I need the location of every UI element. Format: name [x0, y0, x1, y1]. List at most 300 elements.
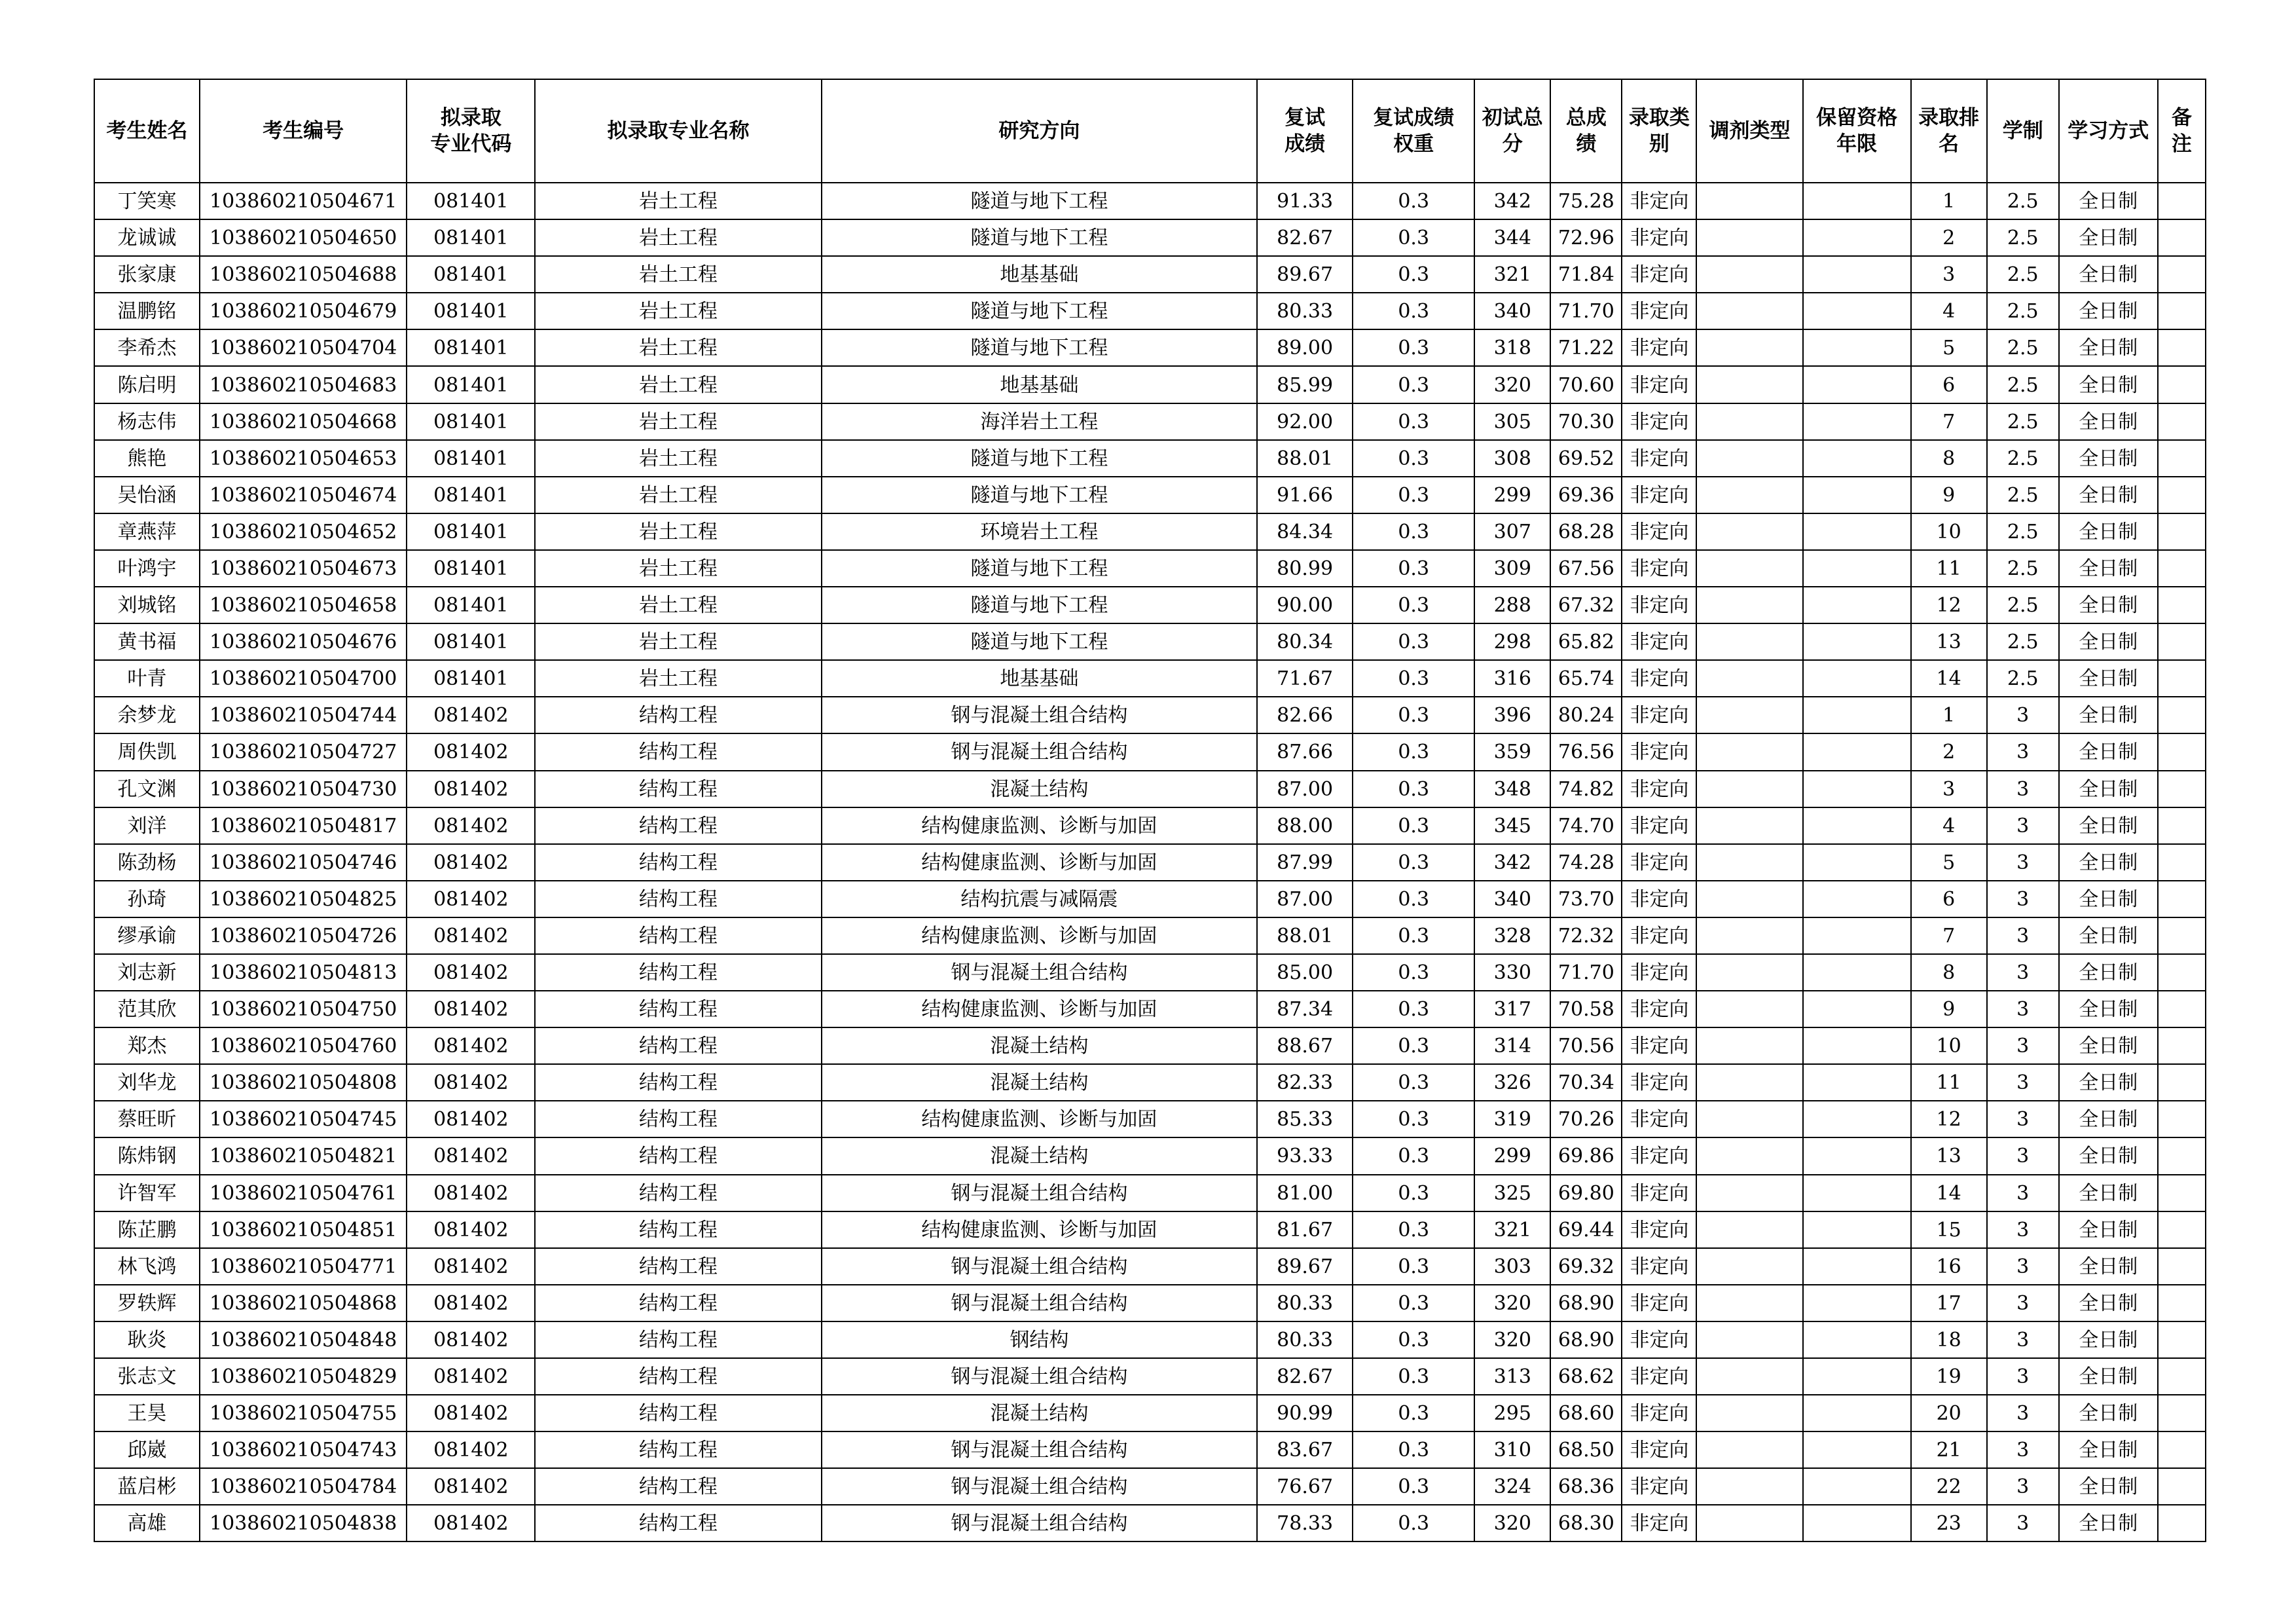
rank-cell: 11 [1911, 550, 1987, 587]
retest-score-cell: 88.01 [1257, 917, 1353, 954]
total-score-cell: 69.52 [1550, 440, 1622, 477]
research-direction-cell: 结构健康监测、诊断与加固 [822, 1211, 1257, 1248]
total-score-cell: 71.22 [1550, 329, 1622, 366]
major-code-cell: 081402 [407, 1064, 535, 1101]
retest-score-cell: 82.33 [1257, 1064, 1353, 1101]
candidate-id-cell: 103860210504671 [200, 183, 407, 219]
table-row [94, 440, 2206, 477]
name-cell: 叶鸿宇 [94, 550, 200, 587]
retest-score-cell: 88.67 [1257, 1027, 1353, 1064]
major-name-cell: 结构工程 [535, 881, 821, 917]
initial-score-cell: 326 [1474, 1064, 1550, 1101]
candidate-id-cell: 103860210504838 [200, 1505, 407, 1541]
remarks-cell [2158, 1395, 2206, 1431]
candidate-id-cell: 103860210504784 [200, 1468, 407, 1505]
transfer-type-cell [1696, 1395, 1802, 1431]
initial-score-cell: 320 [1474, 1321, 1550, 1358]
retest-weight-cell: 0.3 [1353, 1431, 1474, 1468]
candidate-id-cell: 103860210504825 [200, 881, 407, 917]
rank-cell: 20 [1911, 1395, 1987, 1431]
total-score-cell: 74.82 [1550, 771, 1622, 807]
retest-score-cell: 80.33 [1257, 293, 1353, 329]
total-score-cell: 68.90 [1550, 1285, 1622, 1321]
research-direction-cell: 结构健康监测、诊断与加固 [822, 917, 1257, 954]
retest-score-cell: 87.00 [1257, 881, 1353, 917]
remarks-cell [2158, 733, 2206, 770]
transfer-type-cell [1696, 1505, 1802, 1541]
study-mode-cell: 全日制 [2059, 1505, 2158, 1541]
initial-score-cell: 348 [1474, 771, 1550, 807]
total-score-cell: 70.56 [1550, 1027, 1622, 1064]
major-code-cell: 081401 [407, 329, 535, 366]
remarks-cell [2158, 403, 2206, 440]
reserve-years-cell [1803, 697, 1911, 733]
candidate-id-cell: 103860210504668 [200, 403, 407, 440]
major-code-cell: 081402 [407, 881, 535, 917]
table-row [94, 550, 2206, 587]
header-major-code: 拟录取 专业代码 [407, 79, 535, 183]
research-direction-cell: 钢与混凝土组合结构 [822, 697, 1257, 733]
study-mode-cell: 全日制 [2059, 513, 2158, 550]
transfer-type-cell [1696, 807, 1802, 844]
study-length-cell: 3 [1987, 1211, 2059, 1248]
total-score-cell: 70.58 [1550, 991, 1622, 1027]
rank-cell: 12 [1911, 1101, 1987, 1137]
study-length-cell: 2.5 [1987, 477, 2059, 513]
study-length-cell: 2.5 [1987, 623, 2059, 660]
initial-score-cell: 324 [1474, 1468, 1550, 1505]
retest-score-cell: 81.67 [1257, 1211, 1353, 1248]
header-major-name: 拟录取专业名称 [535, 79, 821, 183]
initial-score-cell: 299 [1474, 477, 1550, 513]
retest-weight-cell: 0.3 [1353, 1285, 1474, 1321]
reserve-years-cell [1803, 1321, 1911, 1358]
research-direction-cell: 隧道与地下工程 [822, 550, 1257, 587]
major-code-cell: 081402 [407, 771, 535, 807]
study-length-cell: 3 [1987, 1285, 2059, 1321]
major-code-cell: 081402 [407, 1211, 535, 1248]
retest-score-cell: 88.01 [1257, 440, 1353, 477]
research-direction-cell: 混凝土结构 [822, 1395, 1257, 1431]
major-name-cell: 岩土工程 [535, 256, 821, 293]
remarks-cell [2158, 660, 2206, 697]
reserve-years-cell [1803, 550, 1911, 587]
study-length-cell: 3 [1987, 1101, 2059, 1137]
transfer-type-cell [1696, 733, 1802, 770]
major-name-cell: 结构工程 [535, 1248, 821, 1285]
name-cell: 章燕萍 [94, 513, 200, 550]
transfer-type-cell [1696, 771, 1802, 807]
study-mode-cell: 全日制 [2059, 1431, 2158, 1468]
major-name-cell: 结构工程 [535, 697, 821, 733]
major-name-cell: 结构工程 [535, 991, 821, 1027]
admission-category-cell: 非定向 [1622, 954, 1696, 991]
reserve-years-cell [1803, 807, 1911, 844]
retest-weight-cell: 0.3 [1353, 293, 1474, 329]
table-header-row [94, 79, 2206, 183]
major-name-cell: 结构工程 [535, 1431, 821, 1468]
table-row [94, 366, 2206, 403]
retest-weight-cell: 0.3 [1353, 917, 1474, 954]
retest-weight-cell: 0.3 [1353, 477, 1474, 513]
transfer-type-cell [1696, 991, 1802, 1027]
remarks-cell [2158, 1468, 2206, 1505]
table-row [94, 256, 2206, 293]
reserve-years-cell [1803, 183, 1911, 219]
table-row [94, 697, 2206, 733]
study-length-cell: 2.5 [1987, 513, 2059, 550]
initial-score-cell: 316 [1474, 660, 1550, 697]
admission-category-cell: 非定向 [1622, 1431, 1696, 1468]
table-row [94, 293, 2206, 329]
candidate-id-cell: 103860210504704 [200, 329, 407, 366]
initial-score-cell: 310 [1474, 1431, 1550, 1468]
major-name-cell: 结构工程 [535, 917, 821, 954]
table-row [94, 1431, 2206, 1468]
total-score-cell: 80.24 [1550, 697, 1622, 733]
total-score-cell: 72.32 [1550, 917, 1622, 954]
study-mode-cell: 全日制 [2059, 1101, 2158, 1137]
retest-weight-cell: 0.3 [1353, 660, 1474, 697]
initial-score-cell: 309 [1474, 550, 1550, 587]
name-cell: 缪承谕 [94, 917, 200, 954]
admission-category-cell: 非定向 [1622, 550, 1696, 587]
retest-weight-cell: 0.3 [1353, 1395, 1474, 1431]
study-length-cell: 3 [1987, 1064, 2059, 1101]
reserve-years-cell [1803, 917, 1911, 954]
rank-cell: 13 [1911, 1137, 1987, 1174]
retest-weight-cell: 0.3 [1353, 256, 1474, 293]
remarks-cell [2158, 1358, 2206, 1395]
rank-cell: 14 [1911, 1175, 1987, 1211]
candidate-id-cell: 103860210504730 [200, 771, 407, 807]
rank-cell: 2 [1911, 733, 1987, 770]
major-name-cell: 岩土工程 [535, 477, 821, 513]
reserve-years-cell [1803, 1211, 1911, 1248]
remarks-cell [2158, 293, 2206, 329]
reserve-years-cell [1803, 1137, 1911, 1174]
name-cell: 龙诚诚 [94, 219, 200, 256]
research-direction-cell: 隧道与地下工程 [822, 477, 1257, 513]
remarks-cell [2158, 1027, 2206, 1064]
transfer-type-cell [1696, 550, 1802, 587]
initial-score-cell: 308 [1474, 440, 1550, 477]
admission-category-cell: 非定向 [1622, 1248, 1696, 1285]
remarks-cell [2158, 954, 2206, 991]
reserve-years-cell [1803, 1505, 1911, 1541]
reserve-years-cell [1803, 733, 1911, 770]
research-direction-cell: 环境岩土工程 [822, 513, 1257, 550]
table-row [94, 587, 2206, 623]
reserve-years-cell [1803, 293, 1911, 329]
admission-category-cell: 非定向 [1622, 366, 1696, 403]
table-body [94, 183, 2206, 1541]
reserve-years-cell [1803, 1101, 1911, 1137]
research-direction-cell: 隧道与地下工程 [822, 623, 1257, 660]
name-cell: 陈劲杨 [94, 844, 200, 881]
study-length-cell: 3 [1987, 1248, 2059, 1285]
admission-category-cell: 非定向 [1622, 1027, 1696, 1064]
transfer-type-cell [1696, 623, 1802, 660]
remarks-cell [2158, 256, 2206, 293]
research-direction-cell: 地基基础 [822, 660, 1257, 697]
transfer-type-cell [1696, 1431, 1802, 1468]
transfer-type-cell [1696, 917, 1802, 954]
initial-score-cell: 314 [1474, 1027, 1550, 1064]
table-row [94, 477, 2206, 513]
research-direction-cell: 地基基础 [822, 366, 1257, 403]
table-row [94, 1468, 2206, 1505]
research-direction-cell: 结构健康监测、诊断与加固 [822, 991, 1257, 1027]
study-mode-cell: 全日制 [2059, 1321, 2158, 1358]
study-length-cell: 2.5 [1987, 256, 2059, 293]
name-cell: 蔡旺昕 [94, 1101, 200, 1137]
study-length-cell: 3 [1987, 1431, 2059, 1468]
table-row [94, 991, 2206, 1027]
research-direction-cell: 钢结构 [822, 1321, 1257, 1358]
transfer-type-cell [1696, 366, 1802, 403]
study-mode-cell: 全日制 [2059, 1027, 2158, 1064]
retest-score-cell: 91.33 [1257, 183, 1353, 219]
header-total-score: 总成 绩 [1550, 79, 1622, 183]
major-code-cell: 081401 [407, 660, 535, 697]
retest-score-cell: 90.00 [1257, 587, 1353, 623]
major-name-cell: 结构工程 [535, 1027, 821, 1064]
retest-score-cell: 87.00 [1257, 771, 1353, 807]
admission-category-cell: 非定向 [1622, 917, 1696, 954]
transfer-type-cell [1696, 954, 1802, 991]
retest-score-cell: 91.66 [1257, 477, 1353, 513]
transfer-type-cell [1696, 881, 1802, 917]
initial-score-cell: 328 [1474, 917, 1550, 954]
total-score-cell: 71.70 [1550, 954, 1622, 991]
total-score-cell: 70.30 [1550, 403, 1622, 440]
name-cell: 郑杰 [94, 1027, 200, 1064]
retest-weight-cell: 0.3 [1353, 771, 1474, 807]
retest-score-cell: 81.00 [1257, 1175, 1353, 1211]
retest-score-cell: 87.66 [1257, 733, 1353, 770]
retest-weight-cell: 0.3 [1353, 807, 1474, 844]
candidate-id-cell: 103860210504813 [200, 954, 407, 991]
name-cell: 熊艳 [94, 440, 200, 477]
major-name-cell: 岩土工程 [535, 329, 821, 366]
transfer-type-cell [1696, 587, 1802, 623]
candidate-id-cell: 103860210504851 [200, 1211, 407, 1248]
initial-score-cell: 303 [1474, 1248, 1550, 1285]
initial-score-cell: 340 [1474, 293, 1550, 329]
candidate-id-cell: 103860210504676 [200, 623, 407, 660]
admission-category-cell: 非定向 [1622, 844, 1696, 881]
study-length-cell: 3 [1987, 807, 2059, 844]
study-mode-cell: 全日制 [2059, 807, 2158, 844]
research-direction-cell: 钢与混凝土组合结构 [822, 954, 1257, 991]
research-direction-cell: 地基基础 [822, 256, 1257, 293]
candidate-id-cell: 103860210504868 [200, 1285, 407, 1321]
total-score-cell: 68.60 [1550, 1395, 1622, 1431]
major-code-cell: 081401 [407, 183, 535, 219]
table-row [94, 183, 2206, 219]
study-mode-cell: 全日制 [2059, 733, 2158, 770]
header-rank: 录取排 名 [1911, 79, 1987, 183]
study-mode-cell: 全日制 [2059, 403, 2158, 440]
rank-cell: 9 [1911, 477, 1987, 513]
total-score-cell: 71.70 [1550, 293, 1622, 329]
reserve-years-cell [1803, 881, 1911, 917]
major-code-cell: 081402 [407, 1395, 535, 1431]
candidate-id-cell: 103860210504829 [200, 1358, 407, 1395]
study-mode-cell: 全日制 [2059, 256, 2158, 293]
total-score-cell: 74.28 [1550, 844, 1622, 881]
rank-cell: 12 [1911, 587, 1987, 623]
admission-category-cell: 非定向 [1622, 1468, 1696, 1505]
reserve-years-cell [1803, 513, 1911, 550]
research-direction-cell: 隧道与地下工程 [822, 587, 1257, 623]
initial-score-cell: 359 [1474, 733, 1550, 770]
total-score-cell: 68.62 [1550, 1358, 1622, 1395]
rank-cell: 6 [1911, 881, 1987, 917]
table-row [94, 1285, 2206, 1321]
major-name-cell: 结构工程 [535, 1505, 821, 1541]
study-length-cell: 3 [1987, 844, 2059, 881]
study-length-cell: 2.5 [1987, 183, 2059, 219]
rank-cell: 22 [1911, 1468, 1987, 1505]
transfer-type-cell [1696, 256, 1802, 293]
retest-weight-cell: 0.3 [1353, 183, 1474, 219]
table-row [94, 329, 2206, 366]
study-length-cell: 3 [1987, 1321, 2059, 1358]
retest-score-cell: 90.99 [1257, 1395, 1353, 1431]
transfer-type-cell [1696, 1468, 1802, 1505]
admission-category-cell: 非定向 [1622, 513, 1696, 550]
candidate-id-cell: 103860210504683 [200, 366, 407, 403]
retest-score-cell: 85.00 [1257, 954, 1353, 991]
major-code-cell: 081401 [407, 366, 535, 403]
total-score-cell: 68.30 [1550, 1505, 1622, 1541]
table-row [94, 771, 2206, 807]
study-length-cell: 2.5 [1987, 329, 2059, 366]
initial-score-cell: 342 [1474, 183, 1550, 219]
major-code-cell: 081401 [407, 587, 535, 623]
total-score-cell: 67.32 [1550, 587, 1622, 623]
major-code-cell: 081402 [407, 1468, 535, 1505]
major-name-cell: 结构工程 [535, 1101, 821, 1137]
remarks-cell [2158, 807, 2206, 844]
major-name-cell: 岩土工程 [535, 587, 821, 623]
total-score-cell: 75.28 [1550, 183, 1622, 219]
reserve-years-cell [1803, 1285, 1911, 1321]
header-study-mode: 学习方式 [2059, 79, 2158, 183]
major-name-cell: 结构工程 [535, 1468, 821, 1505]
retest-weight-cell: 0.3 [1353, 881, 1474, 917]
major-code-cell: 081402 [407, 1358, 535, 1395]
major-name-cell: 结构工程 [535, 1395, 821, 1431]
major-code-cell: 081401 [407, 403, 535, 440]
admission-category-cell: 非定向 [1622, 477, 1696, 513]
header-research-direction: 研究方向 [822, 79, 1257, 183]
name-cell: 林飞鸿 [94, 1248, 200, 1285]
study-length-cell: 2.5 [1987, 550, 2059, 587]
remarks-cell [2158, 1064, 2206, 1101]
retest-weight-cell: 0.3 [1353, 1468, 1474, 1505]
remarks-cell [2158, 881, 2206, 917]
name-cell: 陈芷鹏 [94, 1211, 200, 1248]
retest-weight-cell: 0.3 [1353, 329, 1474, 366]
retest-score-cell: 85.33 [1257, 1101, 1353, 1137]
candidate-id-cell: 103860210504673 [200, 550, 407, 587]
total-score-cell: 72.96 [1550, 219, 1622, 256]
rank-cell: 1 [1911, 183, 1987, 219]
admission-category-cell: 非定向 [1622, 1321, 1696, 1358]
research-direction-cell: 混凝土结构 [822, 771, 1257, 807]
rank-cell: 15 [1911, 1211, 1987, 1248]
major-code-cell: 081402 [407, 1027, 535, 1064]
study-mode-cell: 全日制 [2059, 623, 2158, 660]
table-row [94, 1211, 2206, 1248]
candidate-id-cell: 103860210504727 [200, 733, 407, 770]
study-length-cell: 3 [1987, 991, 2059, 1027]
rank-cell: 3 [1911, 256, 1987, 293]
remarks-cell [2158, 440, 2206, 477]
name-cell: 周佚凯 [94, 733, 200, 770]
name-cell: 刘志新 [94, 954, 200, 991]
major-code-cell: 081402 [407, 1431, 535, 1468]
retest-weight-cell: 0.3 [1353, 1248, 1474, 1285]
study-mode-cell: 全日制 [2059, 1395, 2158, 1431]
admission-category-cell: 非定向 [1622, 881, 1696, 917]
remarks-cell [2158, 1431, 2206, 1468]
study-length-cell: 3 [1987, 1137, 2059, 1174]
study-mode-cell: 全日制 [2059, 954, 2158, 991]
retest-weight-cell: 0.3 [1353, 1101, 1474, 1137]
table-row [94, 1505, 2206, 1541]
reserve-years-cell [1803, 1358, 1911, 1395]
remarks-cell [2158, 550, 2206, 587]
study-mode-cell: 全日制 [2059, 1064, 2158, 1101]
major-name-cell: 结构工程 [535, 1285, 821, 1321]
admission-category-cell: 非定向 [1622, 1101, 1696, 1137]
total-score-cell: 69.86 [1550, 1137, 1622, 1174]
major-name-cell: 结构工程 [535, 807, 821, 844]
transfer-type-cell [1696, 660, 1802, 697]
study-length-cell: 3 [1987, 771, 2059, 807]
remarks-cell [2158, 1285, 2206, 1321]
candidate-id-cell: 103860210504746 [200, 844, 407, 881]
initial-score-cell: 319 [1474, 1101, 1550, 1137]
study-mode-cell: 全日制 [2059, 587, 2158, 623]
transfer-type-cell [1696, 1027, 1802, 1064]
total-score-cell: 68.90 [1550, 1321, 1622, 1358]
reserve-years-cell [1803, 329, 1911, 366]
study-length-cell: 3 [1987, 697, 2059, 733]
name-cell: 刘城铭 [94, 587, 200, 623]
retest-weight-cell: 0.3 [1353, 440, 1474, 477]
rank-cell: 19 [1911, 1358, 1987, 1395]
study-length-cell: 2.5 [1987, 660, 2059, 697]
total-score-cell: 70.60 [1550, 366, 1622, 403]
research-direction-cell: 隧道与地下工程 [822, 183, 1257, 219]
rank-cell: 6 [1911, 366, 1987, 403]
admission-category-cell: 非定向 [1622, 1175, 1696, 1211]
reserve-years-cell [1803, 771, 1911, 807]
transfer-type-cell [1696, 1137, 1802, 1174]
initial-score-cell: 344 [1474, 219, 1550, 256]
retest-score-cell: 88.00 [1257, 807, 1353, 844]
major-code-cell: 081402 [407, 1321, 535, 1358]
research-direction-cell: 钢与混凝土组合结构 [822, 1468, 1257, 1505]
header-candidate-id: 考生编号 [200, 79, 407, 183]
remarks-cell [2158, 183, 2206, 219]
header-initial-score: 初试总 分 [1474, 79, 1550, 183]
